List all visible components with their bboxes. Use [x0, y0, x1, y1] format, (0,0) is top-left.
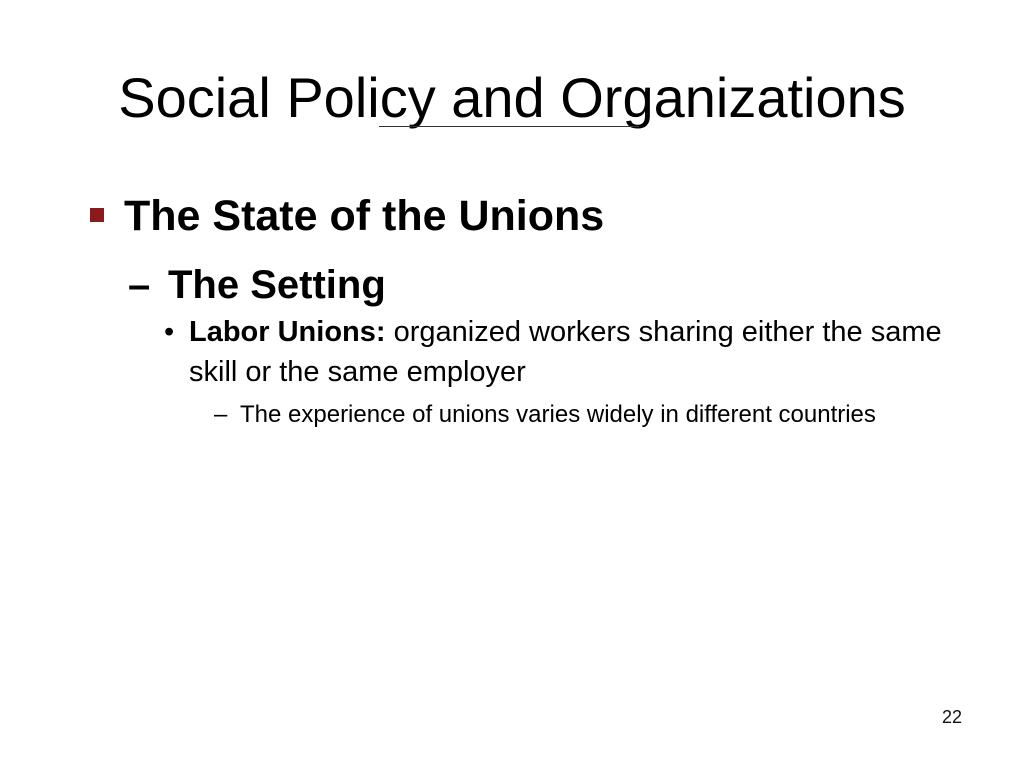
bullet-level3-text: [189, 312, 949, 392]
slide-title: Social Policy and Organizations: [118, 66, 906, 129]
bullet-level2-text: The Setting: [168, 263, 386, 307]
page-number: 22: [941, 707, 962, 727]
bullet-level4-text: The experience of unions varies widely in different countries: [240, 401, 876, 428]
title-underline-decoration: [379, 126, 639, 127]
bullet-level3-body: organized workers sharing either the same skill or the same employer: [189, 316, 942, 388]
dash-bullet-marker-level4: –: [214, 401, 228, 428]
bullet-level1-text: The State of the Unions: [124, 192, 605, 240]
dot-bullet-marker: •: [164, 316, 175, 348]
square-bullet-shape: [90, 208, 104, 222]
bullet-level3-bold-lead: Labor Unions:: [189, 316, 386, 348]
square-bullet-icon: [90, 208, 104, 222]
dash-bullet-marker: –: [128, 263, 151, 307]
